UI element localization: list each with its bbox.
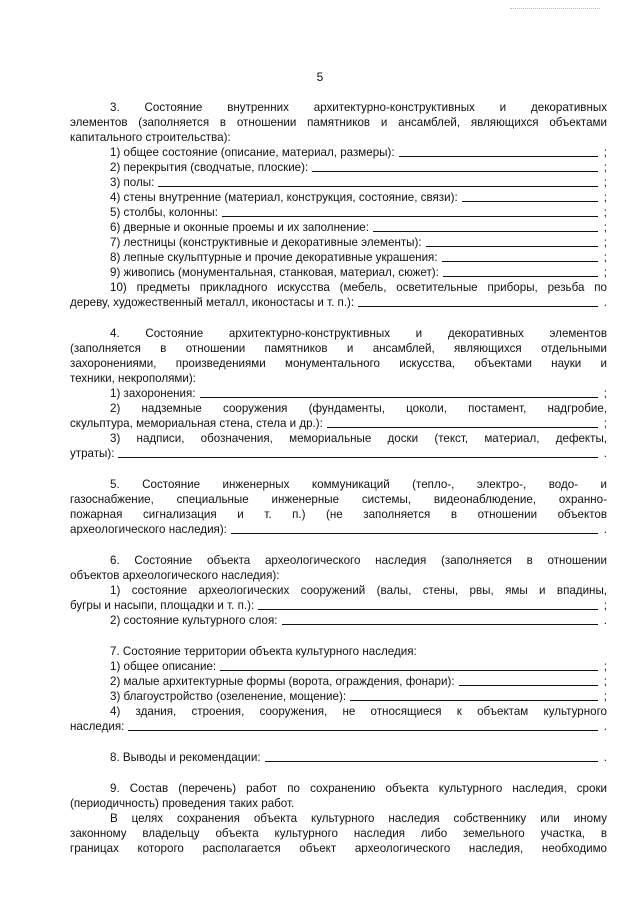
- section-4-intro-line: захоронениями, произведениями монументального искусства, объектами науки и: [70, 357, 607, 370]
- section-3: [70, 100, 607, 310]
- form-item: 7) лестницы (конструктивные и декоративные элементы): ;: [110, 236, 607, 249]
- fill-line[interactable]: [258, 609, 598, 610]
- page-number: 5: [316, 70, 324, 84]
- fill-line[interactable]: [327, 427, 598, 428]
- fill-line[interactable]: [312, 171, 598, 172]
- item-label: 1) общее описание:: [110, 660, 217, 673]
- form-item: 1) общее описание: ;: [110, 660, 607, 673]
- item-label: 6) дверные и оконные проемы и их заполнение:: [110, 221, 369, 234]
- form-item: 6) дверные и оконные проемы и их заполнение: ;: [110, 221, 607, 234]
- form-item: утраты): .: [70, 447, 607, 460]
- section-9-line: 9. Состав (перечень) работ по сохранению объекта культурного наследия, сроки: [110, 782, 607, 795]
- scan-artifact: [510, 8, 600, 11]
- section-3-intro-line: 3. Состояние внутренних архитектурно-конструктивных и декоративных: [110, 101, 607, 114]
- form-item: скульптура, мемориальная стена, стела и др.): ;: [70, 417, 607, 430]
- section-6: [70, 553, 607, 628]
- item-label: 1) захоронения:: [110, 387, 196, 400]
- fill-line[interactable]: [220, 670, 598, 671]
- form-item: 2) малые архитектурные формы (ворота, ограждения, фонари): ;: [110, 675, 607, 688]
- form-item: бугры и насыпи, площадки и т. п.): ;: [70, 599, 607, 612]
- item-label: археологического наследия):: [70, 523, 227, 536]
- item-label: бугры и насыпи, площадки и т. п.):: [70, 599, 255, 612]
- section-4-intro-line: (заполняется в отношении памятников и ансамблей, являющихся отдельными: [70, 342, 607, 355]
- fill-line[interactable]: [443, 276, 598, 277]
- section-5: [70, 477, 607, 537]
- section-8: [70, 750, 607, 765]
- section-5-line: 5. Состояние инженерных коммуникаций (тепло-, электро-, водо- и: [110, 478, 607, 491]
- fill-line[interactable]: [462, 201, 598, 202]
- fill-line[interactable]: [282, 624, 599, 625]
- section-7: [70, 644, 607, 734]
- fill-line[interactable]: [222, 216, 598, 217]
- item-label: 4) стены внутренние (материал, конструкция, состояние, связи):: [110, 191, 458, 204]
- form-item-line: 1) состояние археологических сооружений (валы, стены, рвы, ямы и впадины,: [110, 584, 607, 597]
- item-label: 8) лепные скульптурные и прочие декоративные украшения:: [110, 251, 438, 264]
- form-content: [70, 100, 607, 856]
- fill-line[interactable]: [358, 306, 598, 307]
- form-item: 2) состояние культурного слоя: .: [110, 614, 607, 627]
- form-item-line: 3) надписи, обозначения, мемориальные доски (текст, материал, дефекты,: [110, 432, 607, 445]
- fill-line[interactable]: [158, 186, 598, 187]
- item-label: 9) живопись (монументальная, станковая, материал, сюжет):: [110, 266, 439, 279]
- item-label: 7) лестницы (конструктивные и декоративные элементы):: [110, 236, 422, 249]
- form-item: 2) перекрытия (сводчатые, плоские): ;: [110, 161, 607, 174]
- section-9-line: законному владельцу объекта культурного наследия либо земельного участка, в: [70, 827, 607, 840]
- section-6-intro-line: 6. Состояние объекта археологического наследия (заполняется в отношении: [110, 554, 607, 567]
- fill-line[interactable]: [231, 533, 598, 534]
- form-item: 8. Выводы и рекомендации: .: [110, 751, 607, 764]
- form-item: 1) общее состояние (описание, материал, размеры): ;: [110, 146, 607, 159]
- form-item: 5) столбы, колонны: ;: [110, 206, 607, 219]
- item-label: утраты):: [70, 447, 115, 460]
- item-label: 1) общее состояние (описание, материал, размеры):: [110, 146, 395, 159]
- fill-line[interactable]: [373, 231, 598, 232]
- item-label: 3) полы:: [110, 176, 155, 189]
- form-item-line: 4) здания, строения, сооружения, не относящиеся к объектам культурного: [110, 705, 607, 718]
- item-label: 2) состояние культурного слоя:: [110, 614, 278, 627]
- form-item-line: 10) предметы прикладного искусства (мебель, осветительные приборы, резьба по: [110, 281, 607, 294]
- item-label: 5) столбы, колонны:: [110, 206, 218, 219]
- form-item: 3) полы: ;: [110, 176, 607, 189]
- section-4: [70, 326, 607, 461]
- fill-line[interactable]: [200, 397, 598, 398]
- section-3-intro-line: элементов (заполняется в отношении памятников и ансамблей, являющихся объектами: [70, 116, 607, 129]
- fill-line[interactable]: [442, 261, 598, 262]
- item-label: наследия:: [70, 720, 125, 733]
- fill-line[interactable]: [118, 457, 598, 458]
- item-label: 2) малые архитектурные формы (ворота, ограждения, фонари):: [110, 675, 455, 688]
- form-item: 3) благоустройство (озеленение, мощение): ;: [110, 690, 607, 703]
- fill-line[interactable]: [426, 246, 598, 247]
- form-item: 1) захоронения: ;: [110, 387, 607, 400]
- section-5-line: газоснабжение, специальные инженерные системы, видеонаблюдение, охранно-: [70, 493, 607, 506]
- form-item: 9) живопись (монументальная, станковая, материал, сюжет): ;: [110, 266, 607, 279]
- form-item: наследия: .: [70, 720, 607, 733]
- section-4-intro-line: техники, некрополями):: [70, 372, 196, 385]
- form-item: 4) стены внутренние (материал, конструкция, состояние, связи): ;: [110, 191, 607, 204]
- item-label: 8. Выводы и рекомендации:: [110, 751, 261, 764]
- item-label: 2) перекрытия (сводчатые, плоские):: [110, 161, 309, 174]
- section-5-line: пожарная сигнализация и т. п.) (не заполняется в отношении объектов: [70, 508, 607, 521]
- section-9-line: В целях сохранения объекта культурного наследия собственнику или иному: [110, 812, 607, 825]
- fill-line[interactable]: [459, 685, 598, 686]
- form-item: дереву, художественный металл, иконостасы и т. п.): .: [70, 296, 607, 309]
- fill-line[interactable]: [399, 156, 598, 157]
- fill-line[interactable]: [128, 730, 598, 731]
- section-3-intro-line: капитального строительства):: [70, 131, 231, 144]
- item-label: скульптура, мемориальная стена, стела и др.):: [70, 417, 323, 430]
- fill-line[interactable]: [265, 761, 598, 762]
- item-label: дереву, художественный металл, иконостасы и т. п.):: [70, 296, 355, 309]
- section-9-line: границах которого располагается объект археологического наследия, необходимо: [70, 842, 607, 855]
- section-9: [70, 781, 607, 856]
- section-9-line: (периодичность) проведения таких работ.: [70, 797, 295, 810]
- form-item: 8) лепные скульптурные и прочие декоративные украшения: ;: [110, 251, 607, 264]
- section-4-intro-line: 4. Состояние архитектурно-конструктивных и декоративных элементов: [110, 327, 607, 340]
- section-6-intro-line: объектов археологического наследия):: [70, 569, 280, 582]
- form-item: археологического наследия): .: [70, 523, 607, 536]
- section-7-intro: 7. Состояние территории объекта культурного наследия:: [110, 645, 417, 658]
- fill-line[interactable]: [350, 700, 598, 701]
- form-item-line: 2) надземные сооружения (фундаменты, цоколи, постамент, надгробие,: [110, 402, 607, 415]
- item-label: 3) благоустройство (озеленение, мощение):: [110, 690, 347, 703]
